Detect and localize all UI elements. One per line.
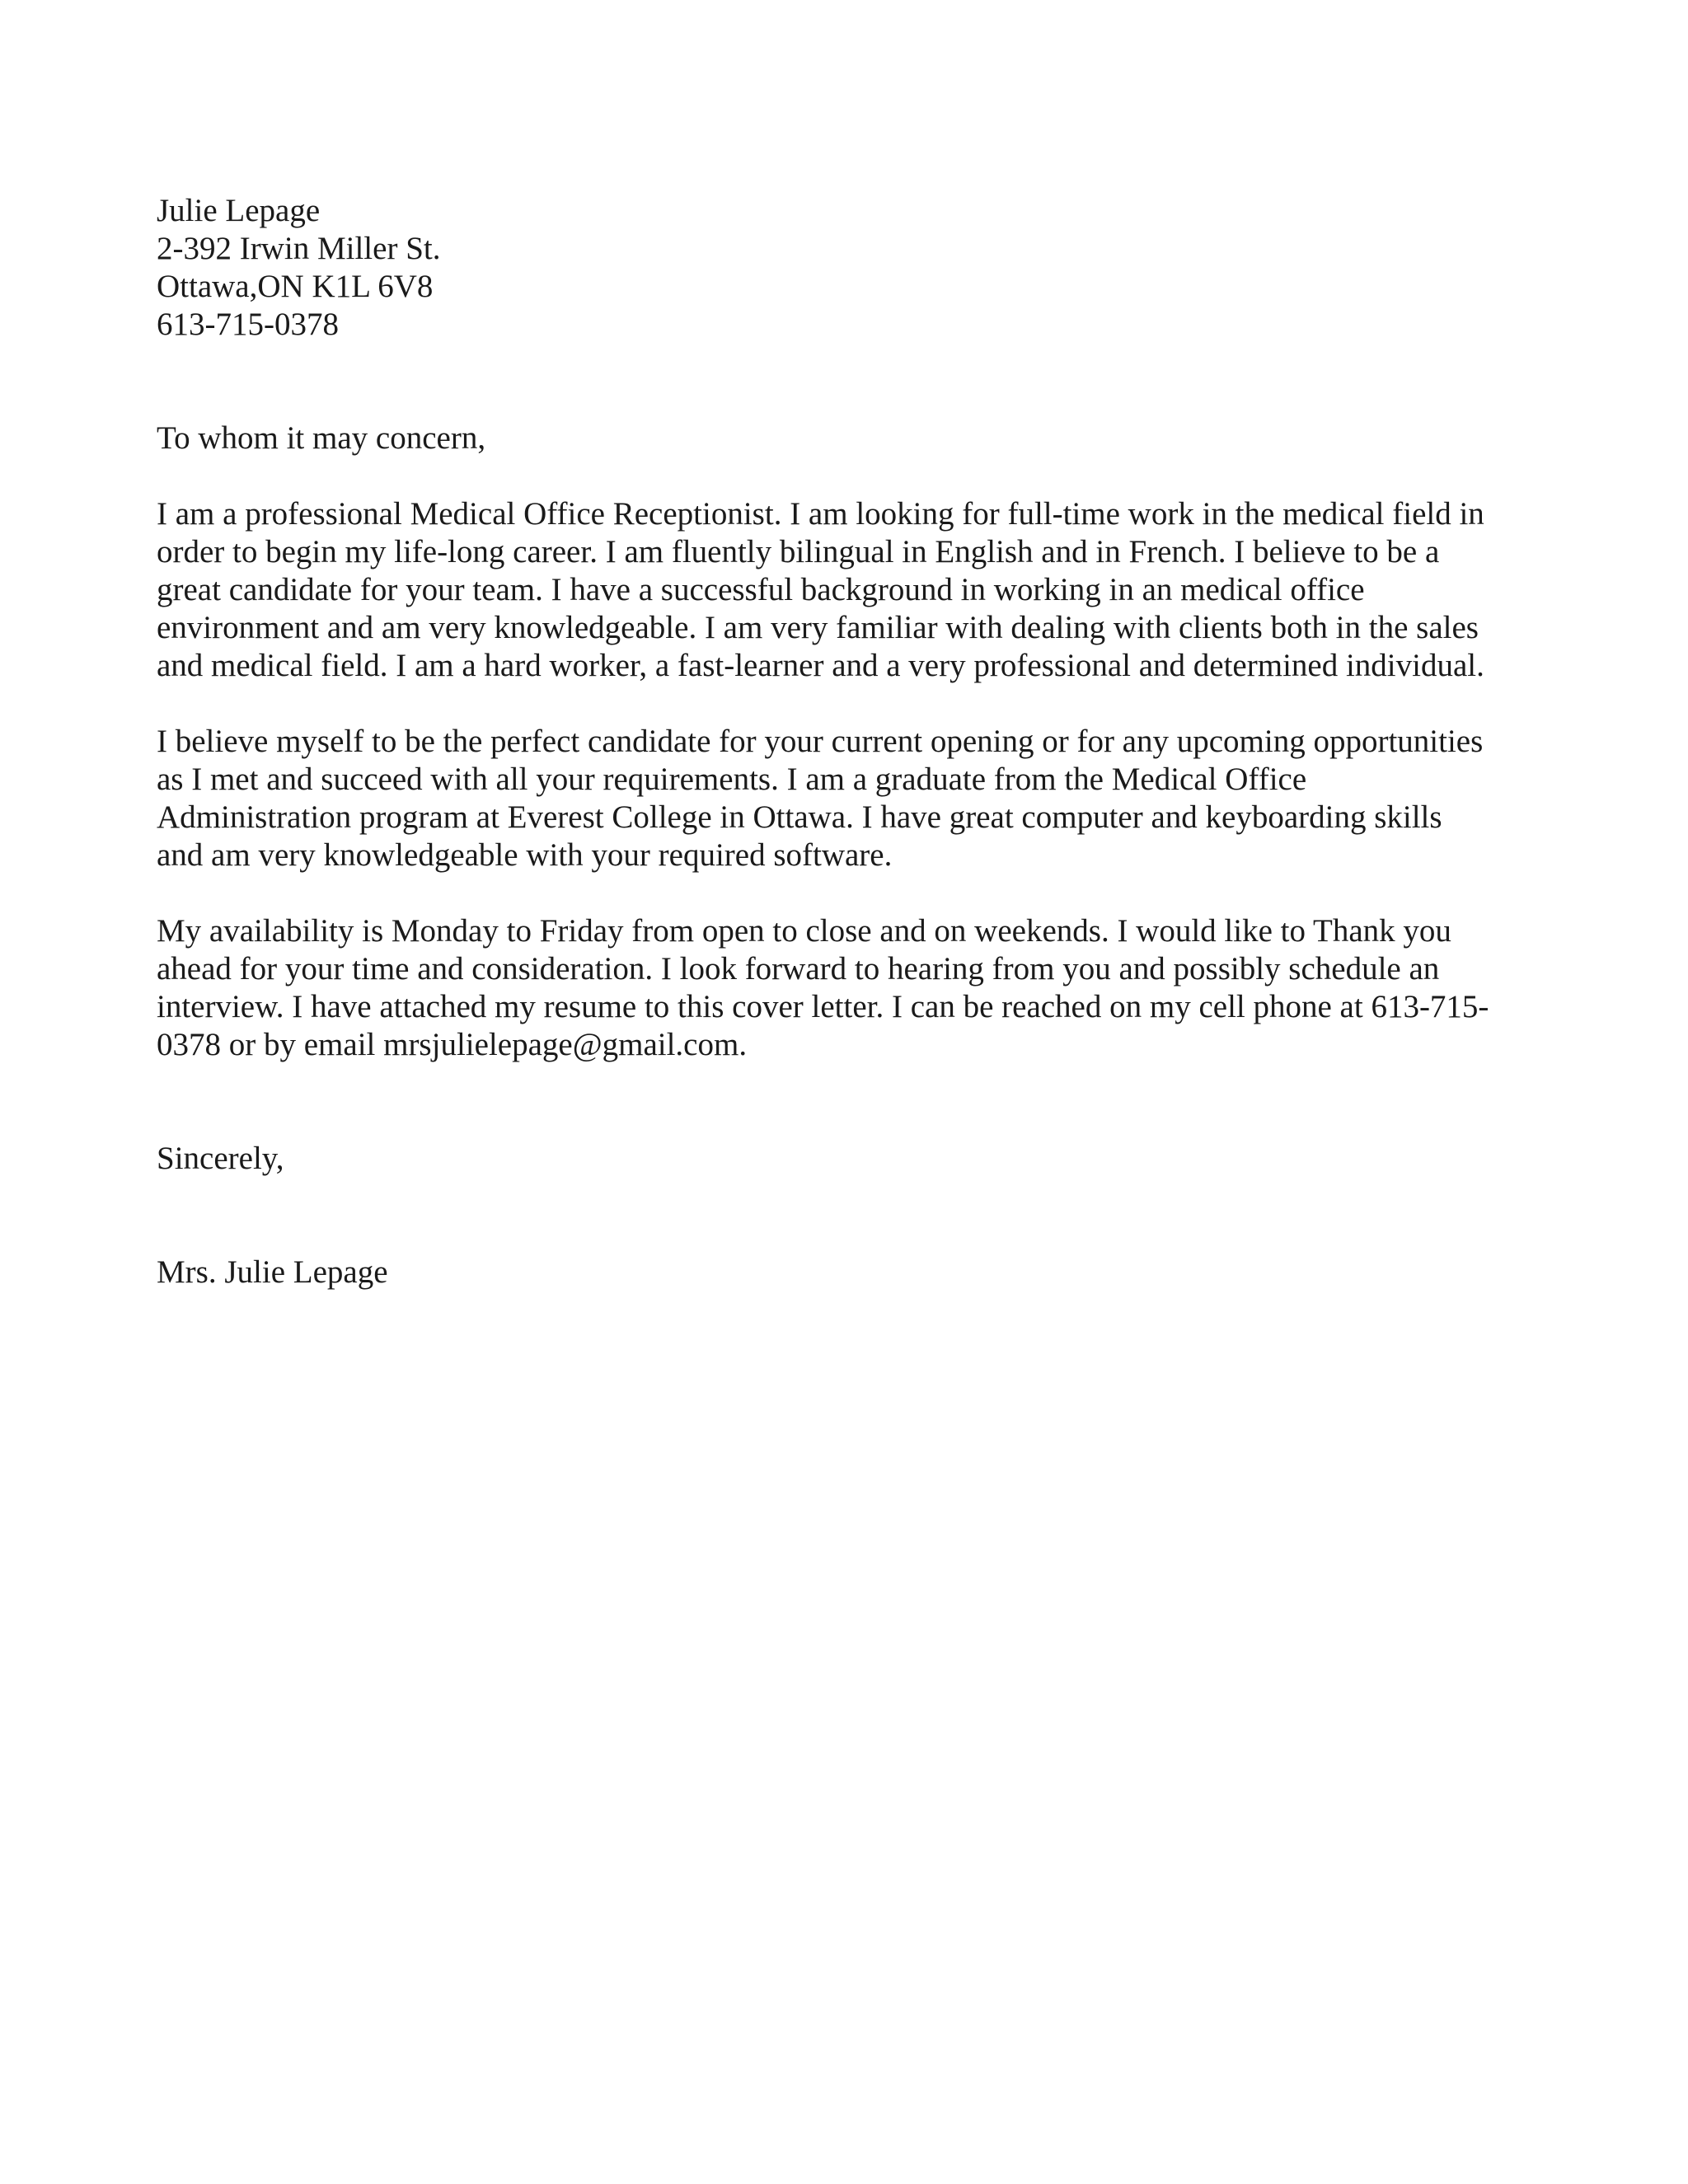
paragraph-line: environment and am very knowledgeable. I am very familiar with dealing with clients both in the sales <box>157 610 1479 645</box>
signature-name: Mrs. Julie Lepage <box>157 1254 388 1290</box>
salutation <box>157 419 1541 457</box>
sender-street: 2-392 Irwin Miller St. <box>157 231 441 266</box>
signature <box>157 1254 1541 1291</box>
paragraph-line: ahead for your time and consideration. I look forward to hearing from you and possibly schedule an <box>157 951 1440 987</box>
closing <box>157 1140 1541 1178</box>
paragraph-line: great candidate for your team. I have a successful background in working in an medical office <box>157 572 1365 607</box>
paragraph-3 <box>157 912 1541 1064</box>
paragraph-2 <box>157 723 1541 874</box>
paragraph-line: and am very knowledgeable with your required software. <box>157 837 893 873</box>
closing-text: Sincerely, <box>157 1141 284 1176</box>
paragraph-line: order to begin my life-long career. I am fluently bilingual in English and in French. I believe to be a <box>157 534 1440 569</box>
letter-body <box>157 192 1541 1291</box>
paragraph-line: as I met and succeed with all your requirements. I am a graduate from the Medical Office <box>157 762 1307 797</box>
paragraph-line: interview. I have attached my resume to this cover letter. I can be reached on my cell phone at 613-715- <box>157 989 1489 1024</box>
paragraph-line: My availability is Monday to Friday from open to close and on weekends. I would like to Thank you <box>157 913 1451 949</box>
sender-name: Julie Lepage <box>157 193 321 228</box>
paragraph-line: I am a professional Medical Office Receptionist. I am looking for full-time work in the medical field in <box>157 496 1484 532</box>
sender-address-block <box>157 192 1541 344</box>
paragraph-1 <box>157 495 1541 685</box>
paragraph-line: Administration program at Everest College in Ottawa. I have great computer and keyboarding skills <box>157 799 1442 835</box>
salutation-text: To whom it may concern, <box>157 420 486 456</box>
paragraph-line: 0378 or by email mrsjulielepage@gmail.com. <box>157 1027 748 1062</box>
sender-phone: 613-715-0378 <box>157 307 339 342</box>
sender-city: Ottawa,ON K1L 6V8 <box>157 269 434 304</box>
paragraph-line: and medical field. I am a hard worker, a fast-learner and a very professional and determined individual. <box>157 648 1484 683</box>
paragraph-line: I believe myself to be the perfect candidate for your current opening or for any upcoming opportunities <box>157 724 1484 759</box>
